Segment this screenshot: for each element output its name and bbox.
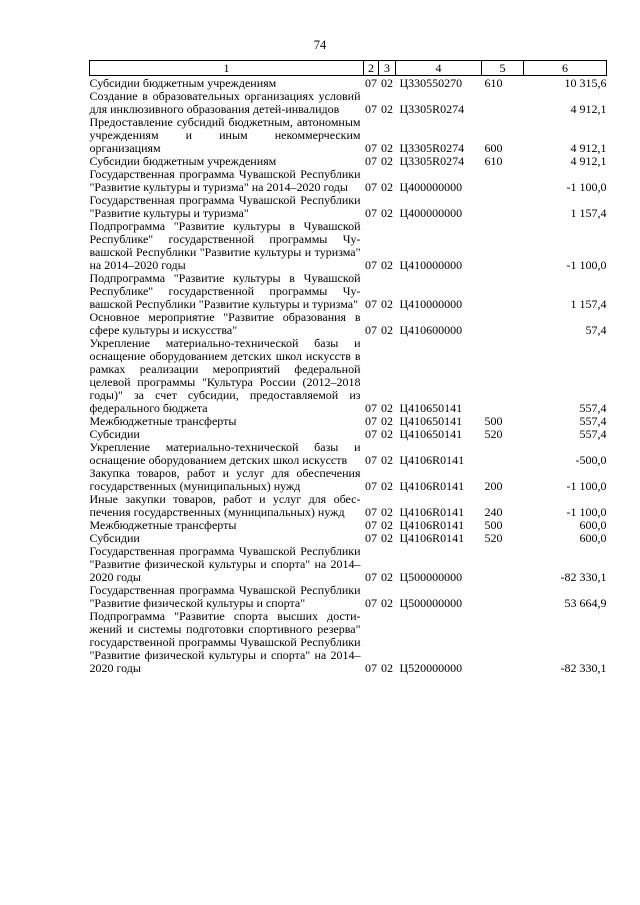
row-target-code-cell: Ц4106R0141 (399, 518, 465, 532)
row-name-cell: Подпрограмма "Развитие культуры в Чувашской Республике" государственной программы Чувашской Республики "Развитие культуры и туризма" (89, 271, 361, 311)
row-name-cell: Субсидии бюджетным учреждениям (89, 76, 277, 90)
row-amount-cell: 557,4 (579, 427, 607, 441)
row-subsection-cell: 02 (381, 505, 393, 519)
row-name-cell: Предоставление субсидий бюджетным, автономным учреждениям и иным некоммерческим организациям (89, 115, 361, 155)
row-section-cell: 07 (365, 206, 377, 220)
row-subsection-cell: 02 (381, 531, 393, 545)
row-target-code-cell: Ц3305R0274 (399, 141, 465, 155)
row-subsection-cell: 02 (381, 453, 393, 467)
row-name-cell: Межбюджетные трансферты (89, 518, 237, 532)
row-expense-type-cell (482, 311, 524, 337)
page-number: 74 (313, 38, 327, 52)
row-target-code-cell: Ц410650141 (399, 427, 463, 441)
row-expense-type-cell: 600 (484, 141, 503, 155)
row-subsection-cell: 02 (381, 102, 393, 116)
table-row (90, 76, 607, 91)
table-row (90, 519, 607, 532)
row-target-code-cell: Ц410000000 (399, 297, 463, 311)
row-target-code-cell: Ц410650141 (399, 401, 463, 415)
row-target-code-cell: Ц410000000 (399, 258, 463, 272)
row-amount-cell: 4 912,1 (570, 102, 607, 116)
header-cell-6: 6 (524, 61, 607, 76)
table-row (90, 545, 607, 584)
row-amount-cell: 10 315,6 (564, 76, 607, 90)
row-amount-cell: 1 157,4 (570, 206, 607, 220)
row-expense-type-cell (482, 194, 524, 220)
row-expense-type-cell: 610 (484, 76, 503, 90)
row-expense-type-cell: 240 (484, 505, 503, 519)
row-amount-cell: -82 330,1 (560, 570, 607, 584)
row-name-cell: Подпрограмма "Развитие спорта высших достижений и системы подготовки спортивного резерва" государственной программы Чувашской Республики "Развитие физической культуры и спорта" на 2014–2020 годы (89, 609, 361, 675)
row-expense-type-cell (482, 90, 524, 116)
row-name-cell: Основное мероприятие "Развитие образования в сфере культуры и искусства" (89, 310, 361, 337)
row-expense-type-cell: 500 (484, 518, 503, 532)
header-cell-2: 2 (364, 61, 379, 76)
table-row (90, 311, 607, 337)
row-target-code-cell: Ц520000000 (399, 661, 463, 675)
row-name-cell: Государственная программа Чувашской Республики "Развитие физической культуры и спорта" на 2014–2020 годы (89, 544, 361, 584)
row-section-cell: 07 (365, 518, 377, 532)
table-row (90, 441, 607, 467)
row-subsection-cell: 02 (381, 596, 393, 610)
table-row (90, 610, 607, 675)
row-subsection-cell: 02 (381, 661, 393, 675)
row-section-cell: 07 (365, 505, 377, 519)
header-cell-4: 4 (396, 61, 482, 76)
row-name-cell: Иные закупки товаров, работ и услуг для обеспечения государственных (муниципальных) нужд (89, 492, 361, 519)
row-subsection-cell: 02 (381, 518, 393, 532)
row-amount-cell: 53 664,9 (564, 596, 607, 610)
row-amount-cell: 4 912,1 (570, 141, 607, 155)
row-amount-cell: 600,0 (579, 531, 607, 545)
row-expense-type-cell (482, 272, 524, 311)
table-row (90, 168, 607, 194)
row-expense-type-cell: 200 (484, 479, 503, 493)
row-subsection-cell: 02 (381, 427, 393, 441)
row-expense-type-cell (482, 610, 524, 675)
row-subsection-cell: 02 (381, 154, 393, 168)
row-section-cell: 07 (365, 414, 377, 428)
row-target-code-cell: Ц4106R0141 (399, 531, 465, 545)
row-amount-cell: -1 100,0 (566, 258, 607, 272)
row-section-cell: 07 (365, 570, 377, 584)
row-section-cell: 07 (365, 258, 377, 272)
row-name-cell: Государственная программа Чувашской Республики "Развитие культуры и туризма" (89, 193, 361, 220)
row-target-code-cell: Ц500000000 (399, 570, 463, 584)
row-section-cell: 07 (365, 596, 377, 610)
table-row (90, 467, 607, 493)
row-subsection-cell: 02 (381, 76, 393, 90)
row-amount-cell: -1 100,0 (566, 505, 607, 519)
row-name-cell: Субсидии (89, 427, 140, 441)
row-subsection-cell: 02 (381, 141, 393, 155)
row-section-cell: 07 (365, 297, 377, 311)
budget-table (89, 60, 607, 675)
row-subsection-cell: 02 (381, 414, 393, 428)
row-amount-cell: -500,0 (575, 453, 607, 467)
row-subsection-cell: 02 (381, 297, 393, 311)
row-section-cell: 07 (365, 453, 377, 467)
row-target-code-cell: Ц400000000 (399, 180, 463, 194)
header-cell-1: 1 (90, 61, 364, 76)
row-target-code-cell: Ц410600000 (399, 323, 463, 337)
row-section-cell: 07 (365, 141, 377, 155)
row-expense-type-cell (482, 441, 524, 467)
row-amount-cell: -82 330,1 (560, 661, 607, 675)
row-name-cell: Укрепление материально-технической базы и оснащение оборудованием детских школ искусств (89, 440, 361, 467)
table-row (90, 90, 607, 116)
row-expense-type-cell (482, 545, 524, 584)
table-row (90, 493, 607, 519)
row-section-cell: 07 (365, 427, 377, 441)
table-row (90, 272, 607, 311)
row-target-code-cell: Ц4106R0141 (399, 505, 465, 519)
table-row (90, 415, 607, 428)
row-name-cell: Подпрограмма "Развитие культуры в Чувашской Республике" государственной программы Чувашской Республики "Развитие культуры и туризма" на 2014–2020 годы (89, 219, 361, 272)
row-expense-type-cell (482, 220, 524, 272)
row-target-code-cell: Ц4106R0141 (399, 479, 465, 493)
row-section-cell: 07 (365, 180, 377, 194)
table-row (90, 116, 607, 155)
row-subsection-cell: 02 (381, 258, 393, 272)
row-expense-type-cell (482, 337, 524, 415)
row-section-cell: 07 (365, 102, 377, 116)
row-section-cell: 07 (365, 661, 377, 675)
row-name-cell: Субсидии бюджетным учреждениям (89, 154, 277, 168)
row-target-code-cell: Ц3305R0274 (399, 102, 465, 116)
row-amount-cell: 600,0 (579, 518, 607, 532)
row-subsection-cell: 02 (381, 479, 393, 493)
row-amount-cell: -1 100,0 (566, 479, 607, 493)
row-amount-cell: -1 100,0 (566, 180, 607, 194)
row-amount-cell: 557,4 (579, 414, 607, 428)
row-target-code-cell: Ц500000000 (399, 596, 463, 610)
row-name-cell: Государственная программа Чувашской Республики "Развитие культуры и туризма" на 2014–2020 годы (89, 167, 361, 194)
row-section-cell: 07 (365, 76, 377, 90)
row-subsection-cell: 02 (381, 180, 393, 194)
row-name-cell: Межбюджетные трансферты (89, 414, 237, 428)
row-expense-type-cell: 610 (484, 154, 503, 168)
row-target-code-cell: Ц410650141 (399, 414, 463, 428)
row-subsection-cell: 02 (381, 323, 393, 337)
row-expense-type-cell (482, 168, 524, 194)
row-section-cell: 07 (365, 323, 377, 337)
row-amount-cell: 1 157,4 (570, 297, 607, 311)
row-target-code-cell: Ц330550270 (399, 76, 463, 90)
row-target-code-cell: Ц400000000 (399, 206, 463, 220)
row-subsection-cell: 02 (381, 570, 393, 584)
row-amount-cell: 557,4 (579, 401, 607, 415)
row-name-cell: Закупка товаров, работ и услуг для обеспечения государственных (муниципальных) нужд (89, 466, 361, 493)
row-name-cell: Создание в образовательных организациях условий для инклюзивного образования детей-инвалидов (89, 89, 361, 116)
table-row (90, 337, 607, 415)
header-cell-5: 5 (482, 61, 524, 76)
row-expense-type-cell: 520 (484, 427, 503, 441)
row-section-cell: 07 (365, 401, 377, 415)
row-name-cell: Субсидии (89, 531, 140, 545)
row-amount-cell: 4 912,1 (570, 154, 607, 168)
row-expense-type-cell (482, 584, 524, 610)
row-name-cell: Укрепление материально-технической базы и оснащение оборудованием детских школ искусств в рамках реализации мероприятий федеральной целевой программы "Культура России (2012–2018 годы)" за счет субсидии, предоставляемой из федерального бюджета (89, 336, 361, 415)
table-row (90, 584, 607, 610)
row-subsection-cell: 02 (381, 206, 393, 220)
header-row (90, 61, 607, 76)
row-target-code-cell: Ц4106R0141 (399, 453, 465, 467)
table-row (90, 220, 607, 272)
table-row (90, 194, 607, 220)
row-expense-type-cell: 520 (484, 531, 503, 545)
row-section-cell: 07 (365, 479, 377, 493)
row-name-cell: Государственная программа Чувашской Республики "Развитие физической культуры и спорта" (89, 583, 361, 610)
row-subsection-cell: 02 (381, 401, 393, 415)
row-amount-cell: 57,4 (585, 323, 607, 337)
row-expense-type-cell: 500 (484, 414, 503, 428)
row-section-cell: 07 (365, 154, 377, 168)
row-target-code-cell: Ц3305R0274 (399, 154, 465, 168)
header-cell-3: 3 (379, 61, 396, 76)
row-section-cell: 07 (365, 531, 377, 545)
